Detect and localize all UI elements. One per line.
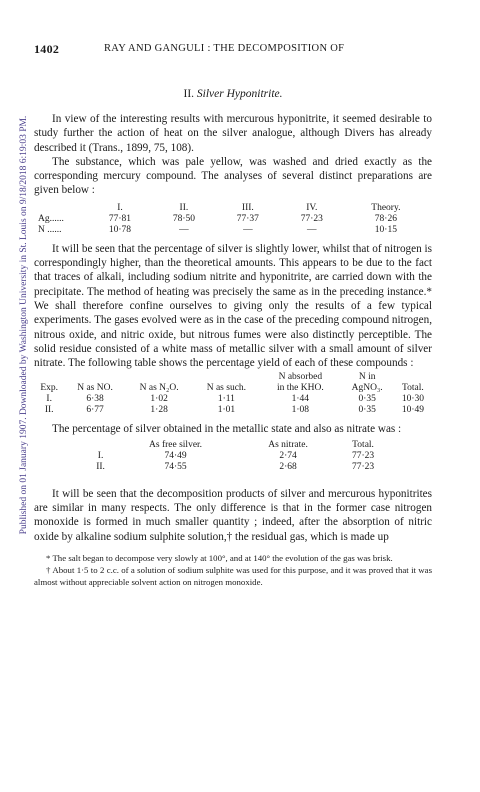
table-cell: II. <box>96 461 105 472</box>
table-cell: 74·55 <box>164 461 187 472</box>
table-header-cell: As nitrate. <box>268 439 308 450</box>
table-header-row <box>90 440 390 451</box>
table-cell: 77·23 <box>351 450 375 461</box>
table-row <box>34 394 432 405</box>
table-row <box>90 451 390 462</box>
page <box>34 42 432 588</box>
table-cell: 10·78 <box>108 224 132 235</box>
table-cell: 1·02 <box>150 394 168 405</box>
table-row <box>38 225 428 236</box>
table-cell: — <box>307 224 317 235</box>
table-cell: 1·08 <box>291 405 310 416</box>
table-header-cell: Theory. <box>371 202 401 213</box>
table-header-cell: N in <box>358 372 376 383</box>
table-row <box>34 405 432 416</box>
footnote: * The salt began to decompose very slowly at 100°, and at 140° the evolution of the gas was brisk. <box>46 552 393 563</box>
table-header-cell: IV. <box>306 202 318 213</box>
table-cell: 2·74 <box>279 450 297 461</box>
table-cell: 77·23 <box>351 461 375 472</box>
table-header-cell: N absorbed <box>278 372 323 383</box>
table-cell: II. <box>44 405 54 416</box>
running-header <box>34 42 432 58</box>
table-cell: 10·30 <box>401 394 424 405</box>
table-header-cell <box>64 372 125 383</box>
paragraph: The percentage of silver obtained in the metallic state and also as nitrate was : <box>52 423 402 436</box>
table-header-cell: Total. <box>352 439 374 450</box>
table-cell: — <box>243 224 253 235</box>
table-cell: 2·68 <box>279 461 297 472</box>
table-cell: 0·35 <box>358 394 376 405</box>
table-cell: 0·35 <box>358 405 376 416</box>
section-heading <box>34 88 432 100</box>
table-cell: I. <box>97 450 104 461</box>
table-row <box>90 462 390 473</box>
table-cell: I. <box>46 394 52 405</box>
analysis-table <box>38 203 428 236</box>
yield-table <box>34 372 432 416</box>
table-header-cell: N as N₂O. <box>139 383 179 394</box>
paragraph: In view of the interesting results with mercurous hyponitrite, it seemed desirable to study further the action of heat on the silver analogue, although Divers has already described it (Trans., 1899, 75, 108). <box>34 113 432 154</box>
table-header-cell: II. <box>179 202 189 213</box>
table-cell: 78·26 <box>374 213 397 224</box>
running-title: RAY AND GANGULI : THE DECOMPOSITION OF <box>104 43 345 54</box>
page-number: 1402 <box>34 42 60 56</box>
table-row <box>38 214 428 225</box>
table-header-cell <box>394 372 432 383</box>
table-header-cell: As free silver. <box>149 439 203 450</box>
table-header-cell: N as NO. <box>77 383 113 394</box>
table-header-cell: I. <box>117 202 123 213</box>
table-cell: N ...... <box>38 224 62 235</box>
table-header-cell: in the KHO. <box>277 383 324 394</box>
table-header-row <box>34 383 432 394</box>
table-cell: — <box>179 224 189 235</box>
paragraph: The substance, which was pale yellow, was washed and dried exactly as the corresponding mercury compound. The analyses of several distinct preparations are given below : <box>34 155 432 197</box>
table-header-cell <box>38 203 88 214</box>
table-cell: 6·38 <box>86 394 104 405</box>
table-cell: 6·77 <box>86 405 104 416</box>
table-header-cell <box>34 372 64 383</box>
table-header-cell: Exp. <box>40 383 59 394</box>
table-header-cell <box>90 440 111 451</box>
paragraph: It will be seen that the decomposition products of silver and mercurous hyponitrites are similar in many respects. The only difference is that in the former case nitrogen monoxide is formed in much smaller quantity ; indeed, after the absorption of nitric oxide by alkaline sodium sulphite solution,† the residual gas, which is made up <box>34 487 432 543</box>
sidebar-note: Published on 01 January 1907. Downloaded by Washington University in St. Louis on 9/18/2018 6:19:03 PM. <box>19 115 29 535</box>
section-number: II. <box>183 88 195 100</box>
silver-table <box>90 440 390 473</box>
table-header-cell <box>193 372 261 383</box>
table-header-cell: N as such. <box>206 383 247 394</box>
section-title: Silver Hyponitrite. <box>196 88 283 100</box>
table-header-row <box>34 372 432 383</box>
table-header-cell: III. <box>241 202 254 213</box>
table-cell: 1·28 <box>150 405 168 416</box>
footnotes <box>34 552 432 588</box>
table-header-cell: Total. <box>402 383 424 394</box>
table-cell: 77·37 <box>236 213 259 224</box>
table-cell: 74·49 <box>164 450 187 461</box>
table-cell: 10·49 <box>401 405 424 416</box>
table-cell: 1·44 <box>291 394 310 405</box>
table-cell: 78·50 <box>172 213 195 224</box>
table-header-row <box>38 203 428 214</box>
table-cell: 77·23 <box>300 213 323 224</box>
table-cell: 1·01 <box>217 405 236 416</box>
table-cell: Ag...... <box>38 213 64 224</box>
table-cell: 10·15 <box>374 224 397 235</box>
table-header-cell: AgNO₃. <box>351 383 383 394</box>
paragraph: It will be seen that the percentage of silver is slightly lower, whilst that of nitrogen is correspondingly higher, than the theoretical amounts. This appears to be due to the fact that traces of alkali, including sodium nitrite and hyponitrite, are carried down with the precipitate. The method of heating was precisely the same as in the preceding instance.* We shall therefore confine ourselves to giving only the results of a few typical experiments. The gases evolved were as in the case of the preceding compound nitrogen, nitrous oxide, and nitric oxide, but nitrous fumes were also distinctly perceptible. The solid residue consisted of a white mass of metallic silver with a small amount of silver nitrate. The following table shows the percentage yield of each of these compounds : <box>34 242 432 370</box>
table-cell: 77·81 <box>108 213 132 224</box>
table-cell: 1·11 <box>217 394 235 405</box>
footnote: † About 1·5 to 2 c.c. of a solution of sodium sulphite was used for this purpose, and it was proved that it was almost without appreciable solvent action on nitrogen monoxide. <box>34 564 432 587</box>
table-header-cell <box>126 372 193 383</box>
